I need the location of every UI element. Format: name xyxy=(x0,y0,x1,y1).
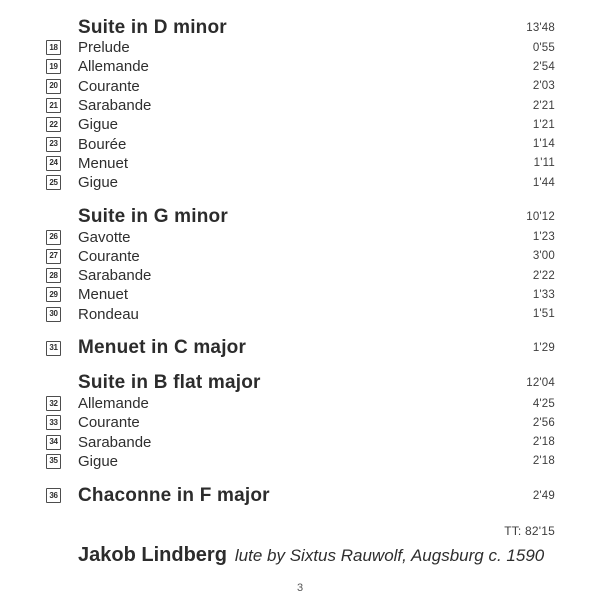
track-number-box: 30 xyxy=(46,307,61,322)
track-name: Sarabande xyxy=(78,97,152,115)
total-time: TT: 82'15 xyxy=(504,524,555,539)
track-duration: 2'49 xyxy=(532,489,555,502)
track-number-box: 29 xyxy=(46,287,61,302)
track-name: Menuet xyxy=(78,154,129,172)
track-duration: 1'33 xyxy=(532,288,555,301)
suite-header xyxy=(0,206,600,227)
track-duration: 1'23 xyxy=(532,231,555,244)
single-track-title: Chaconne in F major xyxy=(78,484,270,506)
track-row xyxy=(0,227,600,246)
track-duration: 2'21 xyxy=(532,99,555,112)
track-number-box: 34 xyxy=(46,435,61,450)
track-duration: 2'03 xyxy=(532,80,555,93)
track-row xyxy=(0,452,600,471)
track-duration: 2'56 xyxy=(532,416,555,429)
single-track-chaconne-f-major xyxy=(0,485,600,506)
single-track-title: Menuet in C major xyxy=(78,337,247,359)
track-duration: 0'55 xyxy=(532,41,555,54)
track-row xyxy=(0,305,600,324)
track-row xyxy=(0,266,600,285)
suite-title: Suite in D minor xyxy=(78,16,227,38)
track-duration: 1'11 xyxy=(533,157,555,170)
suite-duration: 12'04 xyxy=(526,377,555,390)
track-number-box: 21 xyxy=(46,98,61,113)
suite-title: Suite in B flat major xyxy=(78,372,261,394)
track-name: Menuet xyxy=(78,286,129,304)
track-number-box: 23 xyxy=(46,137,61,152)
track-number-box: 22 xyxy=(46,117,61,132)
track-name: Sarabande xyxy=(78,267,152,285)
track-row xyxy=(0,285,600,304)
track-row xyxy=(0,134,600,153)
track-number-box: 36 xyxy=(46,488,61,503)
track-number-box: 18 xyxy=(46,40,61,55)
credit-row xyxy=(0,544,600,570)
track-number-box: 20 xyxy=(46,79,61,94)
single-track-row xyxy=(0,338,600,359)
track-name: Gigue xyxy=(78,116,119,134)
track-name: Sarabande xyxy=(78,433,152,451)
track-duration: 2'22 xyxy=(532,269,555,282)
track-name: Gigue xyxy=(78,174,119,192)
suite-section-b-flat-major xyxy=(0,373,600,471)
track-number-box: 19 xyxy=(46,59,61,74)
track-row xyxy=(0,394,600,413)
track-name: Gavotte xyxy=(78,228,131,246)
suite-header xyxy=(0,17,600,38)
track-name: Allemande xyxy=(78,58,149,76)
track-row xyxy=(0,57,600,76)
track-duration: 1'29 xyxy=(532,342,555,355)
track-name: Bourée xyxy=(78,135,127,153)
track-duration: 3'00 xyxy=(532,250,555,263)
track-duration: 1'51 xyxy=(532,308,555,321)
track-duration: 2'18 xyxy=(532,436,555,449)
track-row xyxy=(0,413,600,432)
track-duration: 1'44 xyxy=(532,176,555,189)
track-duration: 1'21 xyxy=(532,118,555,131)
single-track-row xyxy=(0,485,600,506)
suite-section-g-minor xyxy=(0,206,600,323)
total-time-row xyxy=(0,520,600,542)
track-name: Gigue xyxy=(78,452,119,470)
page-number: 3 xyxy=(296,582,304,595)
track-row xyxy=(0,432,600,451)
track-row xyxy=(0,154,600,173)
track-row xyxy=(0,77,600,96)
artist-name: Jakob Lindberg xyxy=(78,544,227,567)
page-number-row xyxy=(0,578,600,595)
track-name: Allemande xyxy=(78,395,149,412)
track-number-box: 35 xyxy=(46,454,61,469)
track-row xyxy=(0,173,600,192)
track-name: Courante xyxy=(78,77,140,95)
track-number-box: 27 xyxy=(46,249,61,264)
track-number-box: 31 xyxy=(46,341,61,356)
track-duration: 1'14 xyxy=(532,138,555,151)
instrument-credit: lute by Sixtus Rauwolf, Augsburg c. 1590 xyxy=(234,546,545,566)
track-number-box: 32 xyxy=(46,396,61,411)
track-duration: 2'18 xyxy=(532,455,555,468)
track-number-box: 26 xyxy=(46,230,61,245)
track-number-box: 28 xyxy=(46,268,61,283)
track-row xyxy=(0,96,600,115)
suite-title: Suite in G minor xyxy=(78,205,228,227)
track-number-box: 24 xyxy=(46,156,61,171)
single-track-menuet-c-major xyxy=(0,338,600,359)
suite-duration: 10'12 xyxy=(526,210,555,223)
track-row xyxy=(0,247,600,266)
track-number-box: 33 xyxy=(46,415,61,430)
suite-duration: 13'48 xyxy=(526,21,555,34)
track-name: Rondeau xyxy=(78,305,139,323)
suite-header xyxy=(0,373,600,394)
track-row xyxy=(0,115,600,134)
track-name: Courante xyxy=(78,247,140,265)
track-number-box: 25 xyxy=(46,175,61,190)
track-duration: 4'25 xyxy=(532,397,555,410)
track-duration: 2'54 xyxy=(532,60,555,73)
track-row xyxy=(0,38,600,57)
track-name: Prelude xyxy=(78,39,130,57)
track-name: Courante xyxy=(78,414,140,432)
suite-section-d-minor xyxy=(0,17,600,192)
